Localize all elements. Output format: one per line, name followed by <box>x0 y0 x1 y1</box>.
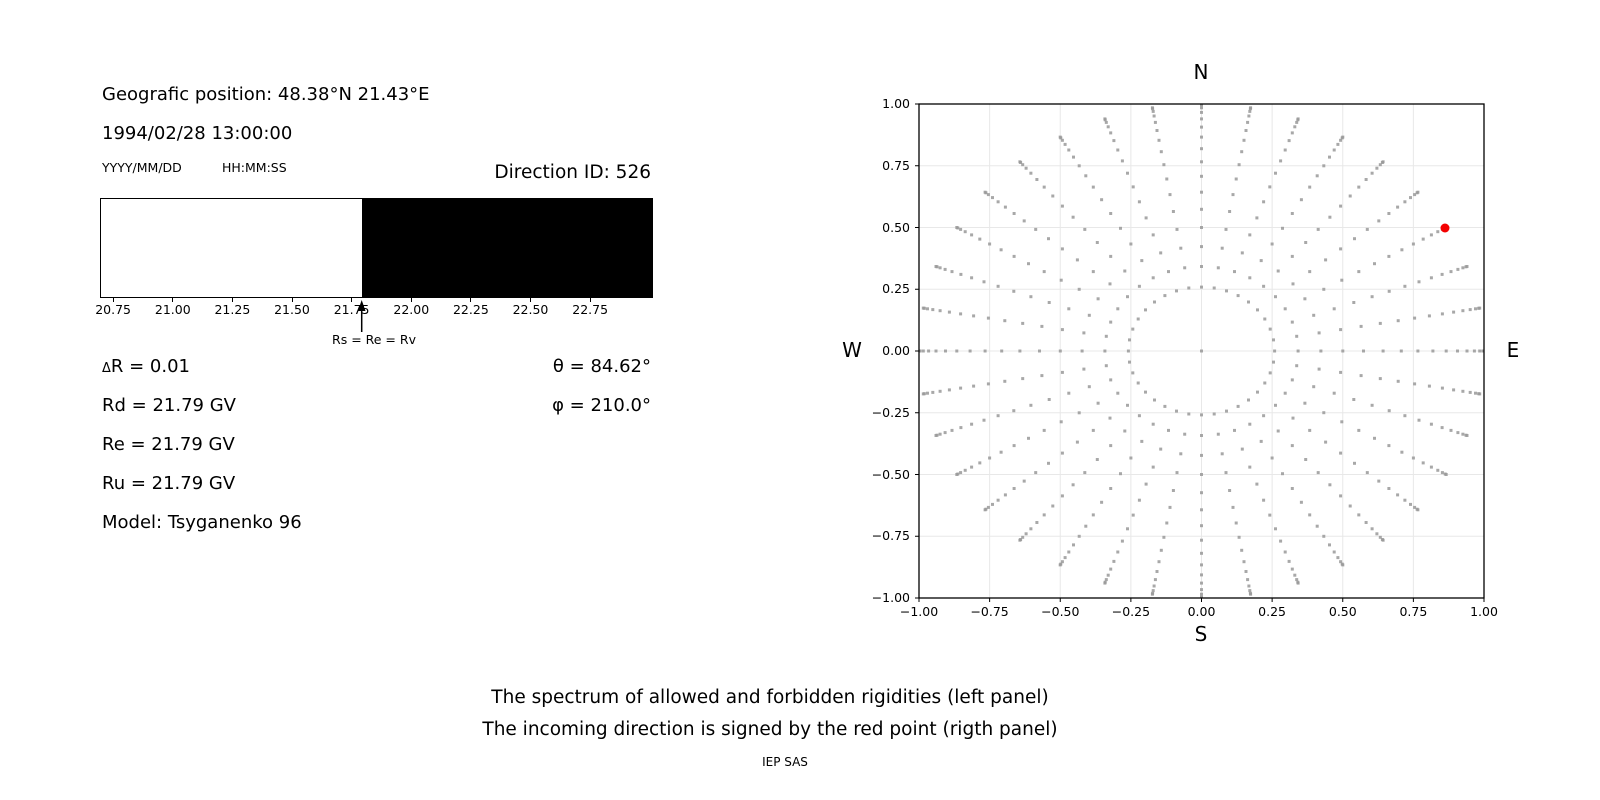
spectrum-x-tick-label: 22.75 <box>572 302 609 317</box>
tick-marks <box>915 104 1484 602</box>
map-y-tick-label: 0.50 <box>882 219 910 235</box>
map-y-tick-label: −0.50 <box>871 466 910 482</box>
theta-value: θ = 84.62° <box>552 356 651 377</box>
rigidity-spectrum-chart <box>100 198 653 298</box>
map-x-tick-label: −0.25 <box>1111 604 1151 619</box>
map-x-tick-label: 0.75 <box>1399 604 1428 619</box>
rd-value: Rd = 21.79 GV <box>102 395 236 416</box>
map-x-tick-label: 0.25 <box>1258 604 1287 619</box>
map-x-tick-label: −1.00 <box>899 604 939 619</box>
map-x-tick-label: −0.50 <box>1041 604 1080 619</box>
spectrum-x-tick-label: 22.25 <box>452 302 489 317</box>
datetime-text: 1994/02/28 13:00:00 <box>102 123 293 144</box>
spectrum-x-tick-label: 22.50 <box>512 302 549 317</box>
map-y-tick-label: −0.75 <box>871 528 910 544</box>
spectrum-x-tick-label: 22.00 <box>393 302 430 317</box>
phi-value: φ = 210.0° <box>552 395 651 416</box>
spectrum-x-tick-label: 21.75 <box>333 302 370 317</box>
caption-line-2: The incoming direction is signed by the red point (rigth panel) <box>482 719 1058 740</box>
caption-line-1: The spectrum of allowed and forbidden rigidities (left panel) <box>491 687 1049 708</box>
compass-south-label: S <box>1194 622 1208 646</box>
map-y-tick-label: 0.75 <box>882 157 910 173</box>
spectrum-arrow-label: Rs = Re = Rv <box>332 332 416 347</box>
map-y-tick-label: 0.00 <box>882 343 910 358</box>
red-point <box>1441 224 1450 233</box>
map-y-tick-label: 1.00 <box>882 96 910 111</box>
re-value: Re = 21.79 GV <box>102 434 235 455</box>
time-format-label: HH:MM:SS <box>222 160 287 175</box>
map-x-tick-label: −0.75 <box>970 604 1009 619</box>
direction-map-chart <box>899 94 1519 618</box>
compass-west-label: W <box>842 338 862 362</box>
map-x-tick-label: 0.50 <box>1328 604 1357 619</box>
forbidden-region-bar <box>362 199 652 297</box>
map-y-tick-label: −1.00 <box>871 590 910 605</box>
delta-r-value: ΔR = 0.01 <box>102 356 190 377</box>
map-y-tick-label: −0.25 <box>871 404 910 420</box>
map-x-tick-label: 1.00 <box>1470 604 1498 619</box>
delta-symbol: Δ <box>102 361 111 376</box>
map-y-tick-label: 0.25 <box>882 281 910 297</box>
spectrum-x-tick-label: 21.00 <box>154 302 191 317</box>
model-name: Model: Tsyganenko 96 <box>102 512 302 533</box>
compass-north-label: N <box>1193 60 1209 84</box>
spectrum-x-tick-label: 20.75 <box>95 302 131 317</box>
ru-value: Ru = 21.79 GV <box>102 473 236 494</box>
map-x-tick-label: 0.00 <box>1187 604 1216 619</box>
date-format-label: YYYY/MM/DD <box>102 160 182 175</box>
credit-text: IEP SAS <box>762 755 808 769</box>
direction-grid-dots <box>918 103 1486 600</box>
direction-id-text: Direction ID: 526 <box>494 162 651 183</box>
spectrum-x-tick-label: 21.50 <box>274 302 310 317</box>
spectrum-x-tick-label: 21.25 <box>214 302 251 317</box>
geographic-position-text: Geografic position: 48.38°N 21.43°E <box>102 84 430 105</box>
compass-east-label: E <box>1506 338 1520 362</box>
